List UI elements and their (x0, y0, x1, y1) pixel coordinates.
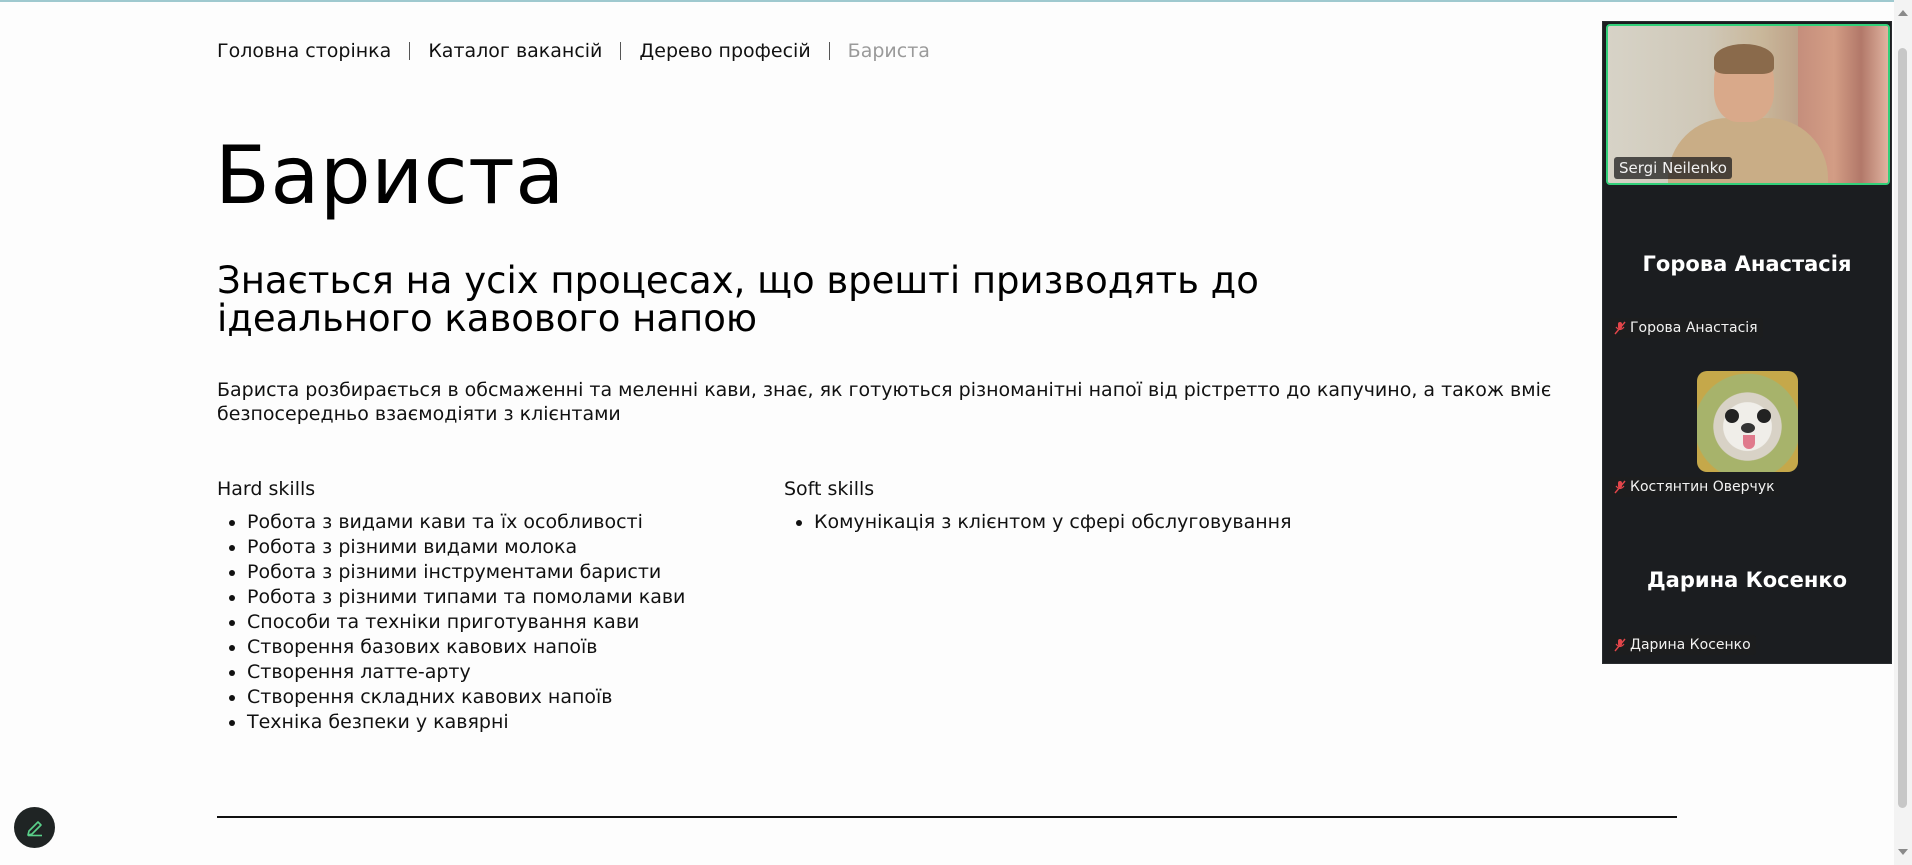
profession-description: Бариста розбирається в обсмаженні та меленні кави, знає, як готуються різноманітні напої від рістретто до капучино, а також вміє безпосередньо взаємодіяти з клієнтами (217, 379, 1552, 425)
breadcrumb-home[interactable]: Головна сторінка (217, 40, 392, 62)
mic-off-icon (1614, 321, 1626, 335)
soft-skills-heading: Soft skills (784, 478, 875, 500)
participant-name-tag (1609, 477, 1780, 497)
avatar-eye (1757, 409, 1771, 423)
breadcrumb-separator (620, 42, 621, 60)
breadcrumb-separator (829, 42, 830, 60)
participant-name-display: Дарина Косенко (1646, 568, 1848, 592)
breadcrumb-separator (409, 42, 410, 60)
soft-skills-section (784, 478, 1344, 535)
speaker-hair (1714, 44, 1774, 74)
participant-name-tag (1609, 318, 1763, 338)
hard-skills-list (217, 510, 757, 735)
list-item: • Створення латте-арту (247, 660, 757, 685)
breadcrumb-current: Бариста (847, 40, 930, 62)
soft-skills-list (784, 510, 1344, 535)
avatar-nose (1741, 423, 1755, 433)
hard-skills-heading: Hard skills (217, 478, 316, 500)
participant-name-display: Горова Анастасія (1642, 252, 1852, 276)
list-item: • Створення базових кавових напоїв (247, 635, 757, 660)
list-item: • Робота з різними інструментами баристи (247, 560, 757, 585)
list-item: • Способи та техніки приготування кави (247, 610, 757, 635)
participant-name-tag (1609, 635, 1756, 655)
scroll-up-icon[interactable] (1898, 10, 1908, 16)
hard-skills-section (217, 478, 757, 735)
list-item: • Робота з різними видами молока (247, 535, 757, 560)
participant-name: Костянтин Оверчук (1630, 479, 1775, 495)
avatar-tongue (1743, 435, 1755, 449)
breadcrumb-profession-tree[interactable]: Дерево професій (639, 40, 811, 62)
edit-button[interactable] (14, 807, 55, 848)
active-speaker-tile[interactable] (1606, 24, 1890, 185)
page-title: Бариста (215, 129, 565, 222)
speaker-name-tag: Sergi Neilenko (1614, 157, 1732, 179)
list-item: • Техніка безпеки у кавярні (247, 710, 757, 735)
list-item: • Комунікація з клієнтом у сфері обслуговування (814, 510, 1344, 535)
list-item: • Робота з різними типами та помолами кави (247, 585, 757, 610)
scroll-down-icon[interactable] (1898, 849, 1908, 855)
avatar-eye (1725, 409, 1739, 423)
participant-name: Горова Анастасія (1630, 320, 1758, 336)
mic-off-icon (1614, 638, 1626, 652)
participant-avatar (1697, 371, 1798, 472)
breadcrumb-vacancies-catalog[interactable]: Каталог вакансій (428, 40, 603, 62)
top-accent-line (0, 0, 1912, 2)
participant-name: Дарина Косенко (1630, 637, 1751, 653)
page-scrollbar[interactable] (1894, 0, 1912, 865)
pencil-icon (25, 818, 45, 838)
breadcrumb (217, 40, 930, 62)
list-item: • Створення складних кавових напоїв (247, 685, 757, 710)
mic-off-icon (1614, 480, 1626, 494)
scrollbar-thumb[interactable] (1898, 48, 1907, 808)
list-item: • Робота з видами кави та їх особливості (247, 510, 757, 535)
video-call-panel (1602, 21, 1892, 664)
section-divider (217, 816, 1677, 818)
page-subtitle: Знається на усіх процесах, що врешті призводять до ідеального кавового напою (217, 259, 1259, 340)
